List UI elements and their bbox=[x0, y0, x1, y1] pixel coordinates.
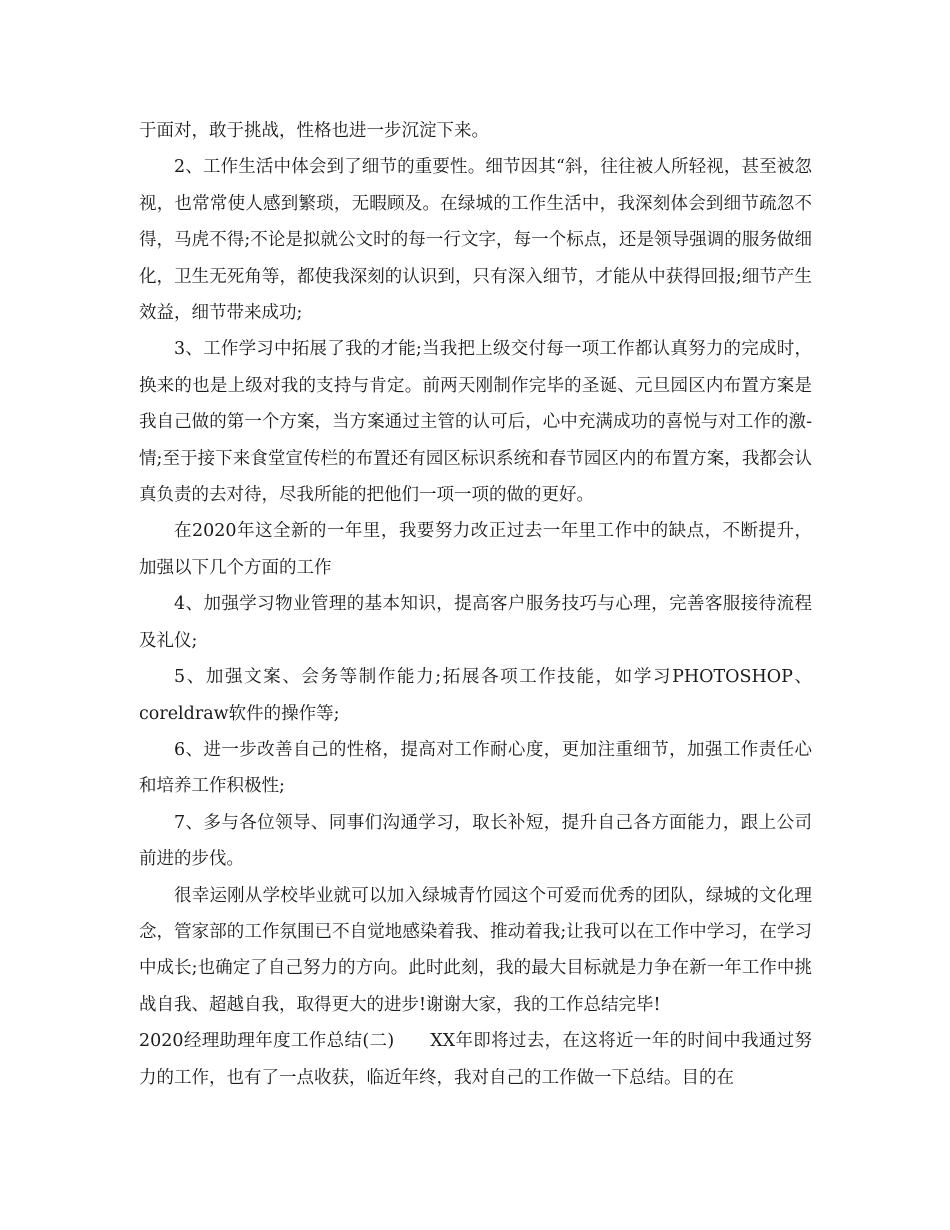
paragraph-item-6: 6、进一步改善自己的性格，提高对工作耐心度，更加注重细节，加强工作责任心和培养工作积极性; bbox=[139, 739, 812, 797]
paragraph-item-5: 5、加强文案、会务等制作能力;拓展各项工作技能，如学习PHOTOSHOP、coreldraw软件的操作等; bbox=[139, 667, 812, 724]
document-body bbox=[139, 113, 812, 1096]
paragraph-continuation: 于面对，敢于挑战，性格也进一步沉淀下来。 bbox=[139, 121, 489, 141]
paragraph-item-4: 4、加强学习物业管理的基本知识，提高客户服务技巧与心理，完善客服接待流程及礼仪; bbox=[139, 594, 812, 651]
paragraph-item-7: 7、多与各位领导、同事们沟通学习，取长补短，提升自己各方面能力，跟上公司前进的步伐。 bbox=[139, 812, 812, 870]
paragraph-new-year-plan: 在2020年这全新的一年里，我要努力改正过去一年里工作中的缺点，不断提升，加强以下几个方面的工作 bbox=[139, 521, 812, 578]
paragraph-closing: 很幸运刚从学校毕业就可以加入绿城青竹园这个可爱而优秀的团队，绿城的文化理念，管家部的工作氛围已不自觉地感染着我、推动着我;让我可以在工作中学习，在学习中成长;也确定了自己努力的方向。此时此刻，我的最大目标就是力争在新一年工作中挑战自我、超越自我，取得更大的进步!谢谢大家，我的工作总结完毕! bbox=[139, 885, 812, 1015]
paragraph-item-2: 2、工作生活中体会到了细节的重要性。细节因其“斜，往往被人所轻视，甚至被忽视，也常常使人感到繁琐，无暇顾及。在绿城的工作生活中，我深刻体会到细节疏忽不得，马虎不得;不论是拟就公文时的每一行文字，每一个标点，还是领导强调的服务做细化，卫生无死角等，都使我深刻的认识到，只有深入细节，才能从中获得回报;细节产生效益，细节带来成功; bbox=[139, 157, 812, 324]
paragraph-item-3: 3、工作学习中拓展了我的才能;当我把上级交付每一项工作都认真努力的完成时，换来的也是上级对我的支持与肯定。前两天刚制作完毕的圣诞、元旦园区内布置方案是我自己做的第一个方案，当方案通过主管的认可后，心中充满成功的喜悦与对工作的激-情;至于接下来食堂宣传栏的布置还有园区标识系统和春节园区内的布置方案，我都会认真负责的去对待，尽我所能的把他们一项一项的做的更好。 bbox=[139, 339, 812, 506]
paragraph-second-summary: 2020经理助理年度工作总结(二) XX年即将过去，在这将近一年的时间中我通过努力的工作，也有了一点收获，临近年终，我对自己的工作做一下总结。目的在 bbox=[139, 1031, 812, 1088]
